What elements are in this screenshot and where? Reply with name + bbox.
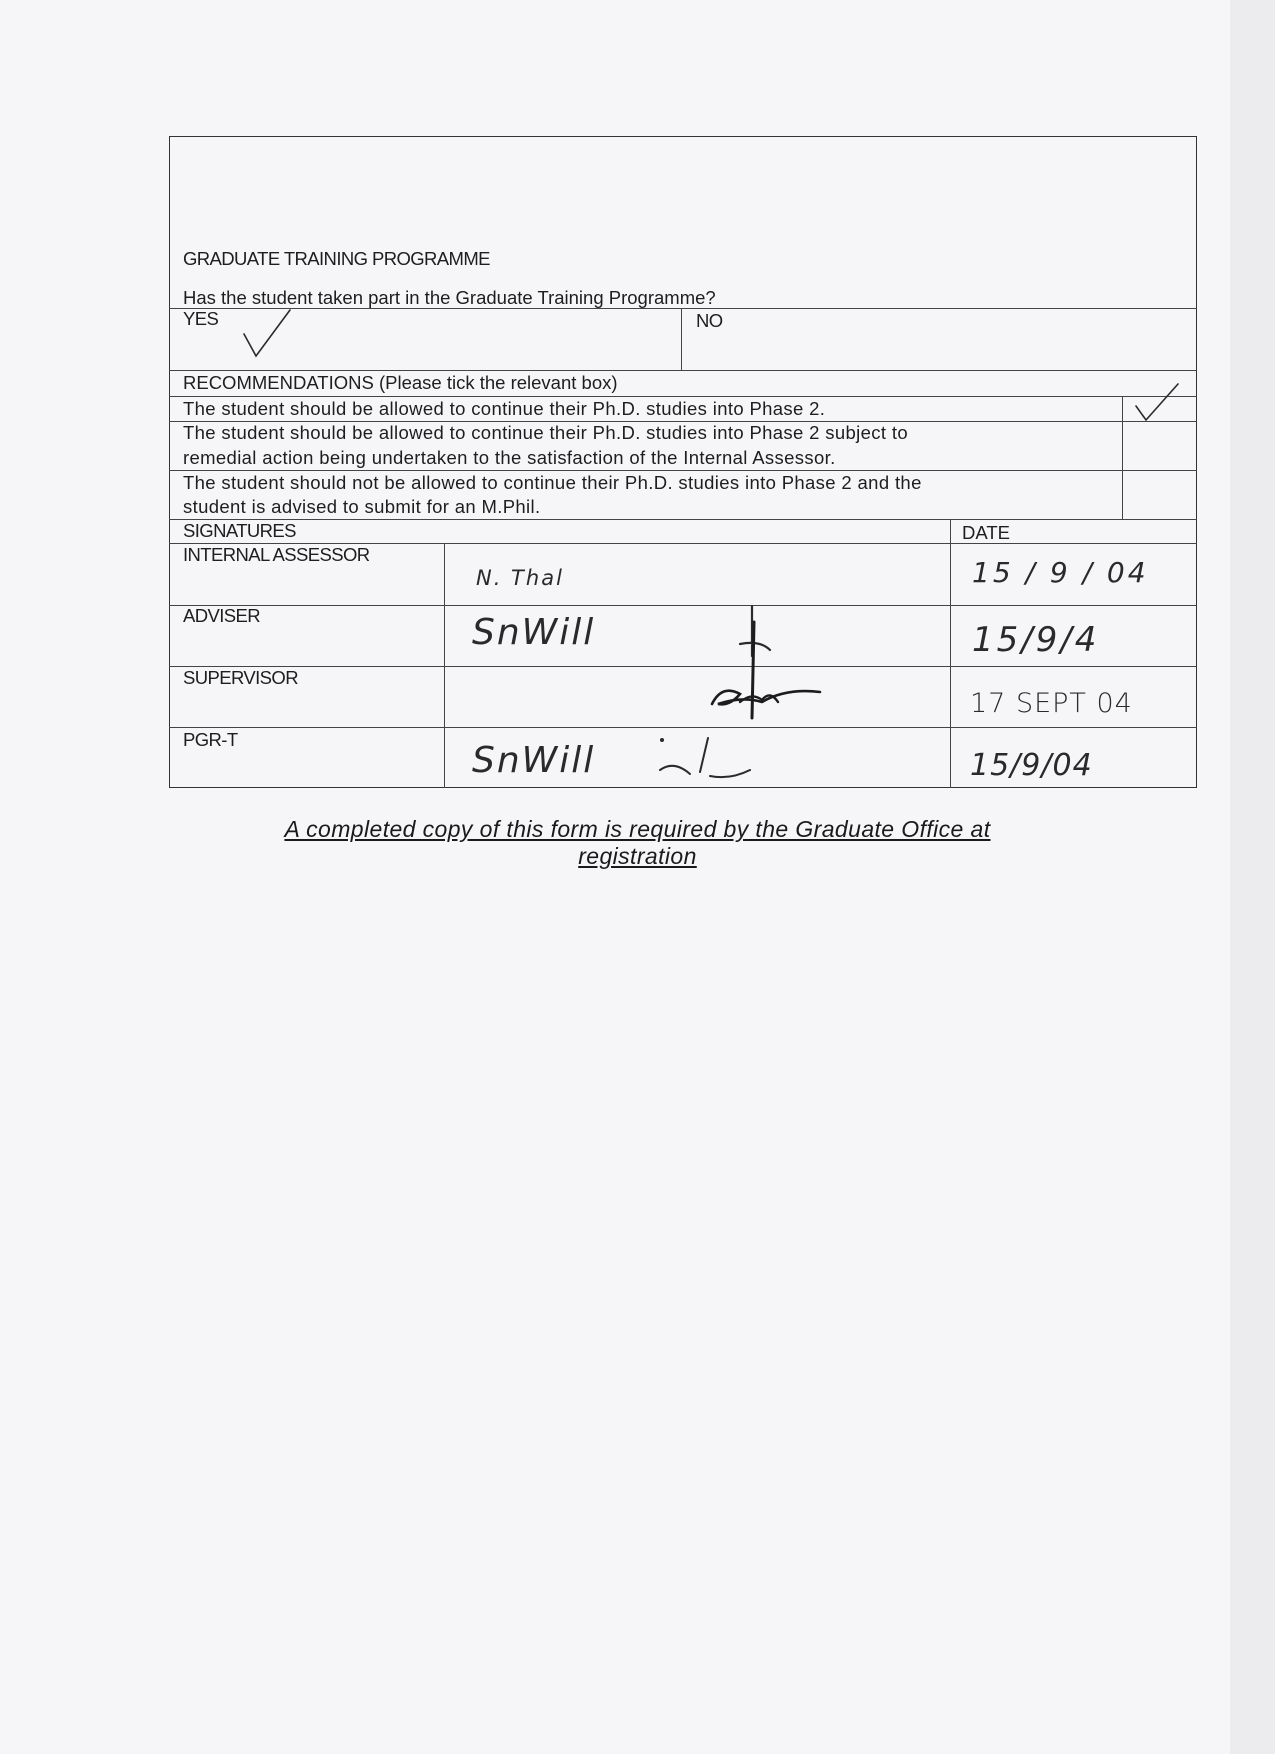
supervisor-signature-icon [700,620,830,720]
pgr-t-signature: SnWill [472,740,596,781]
recommendation-1-tick-icon [1134,382,1180,422]
role-adviser: ADVISER [183,605,261,626]
footer-note-line2: registration [578,843,697,869]
vline-signature-column [444,543,445,788]
footer-note-line1: A completed copy of this form is required by the Graduate Office at [284,816,991,842]
no-label: NO [696,310,723,331]
internal-assessor-date: 15 / 9 / 04 [972,556,1149,589]
rule-row-3 [169,727,1197,728]
rule-rec-2 [169,470,1197,471]
recommendation-3-line1: The student should not be allowed to continue their Ph.D. studies into Phase 2 and the [183,472,922,493]
yes-tick-icon [242,306,294,360]
rule-row-2 [169,666,1197,667]
vline-tick-box [1122,396,1123,519]
adviser-date: 15/9/4 [972,620,1100,660]
recommendation-2-line1: The student should be allowed to continue their Ph.D. studies into Phase 2 subject to [183,422,908,443]
vline-date-column [950,519,951,788]
adviser-signature: SnWill [472,612,596,653]
rule-yes-no-bottom [169,370,1197,371]
recommendation-2-line2: remedial action being undertaken to the satisfaction of the Internal Assessor. [183,447,836,468]
date-header: DATE [962,522,1010,543]
role-supervisor: SUPERVISOR [183,667,298,688]
role-pgr-t: PGR-T [183,729,238,750]
scan-edge [1230,0,1275,1754]
supervisor-date: 17 SEPT 04 [970,688,1133,719]
question-text: Has the student taken part in the Graduate Training Programme? [183,287,716,308]
pgr-t-date: 15/9/04 [970,748,1093,783]
section-title: GRADUATE TRAINING PROGRAMME [183,248,490,269]
recommendation-1-line1: The student should be allowed to continue their Ph.D. studies into Phase 2. [183,398,826,419]
yes-label: YES [183,308,219,329]
rule-recommendations [169,396,1197,397]
recommendations-header: RECOMMENDATIONS (Please tick the relevant box) [183,372,618,393]
internal-assessor-signature: N. Thal [476,566,564,590]
rule-rec-3 [169,519,1197,520]
recommendation-3-line2: student is advised to submit for an M.Phil. [183,496,541,517]
role-internal-assessor: INTERNAL ASSESSOR [183,544,370,565]
signatures-header: SIGNATURES [183,520,296,541]
vline-yes-no [681,308,682,370]
pgr-t-signature-flourish-icon [650,730,780,790]
